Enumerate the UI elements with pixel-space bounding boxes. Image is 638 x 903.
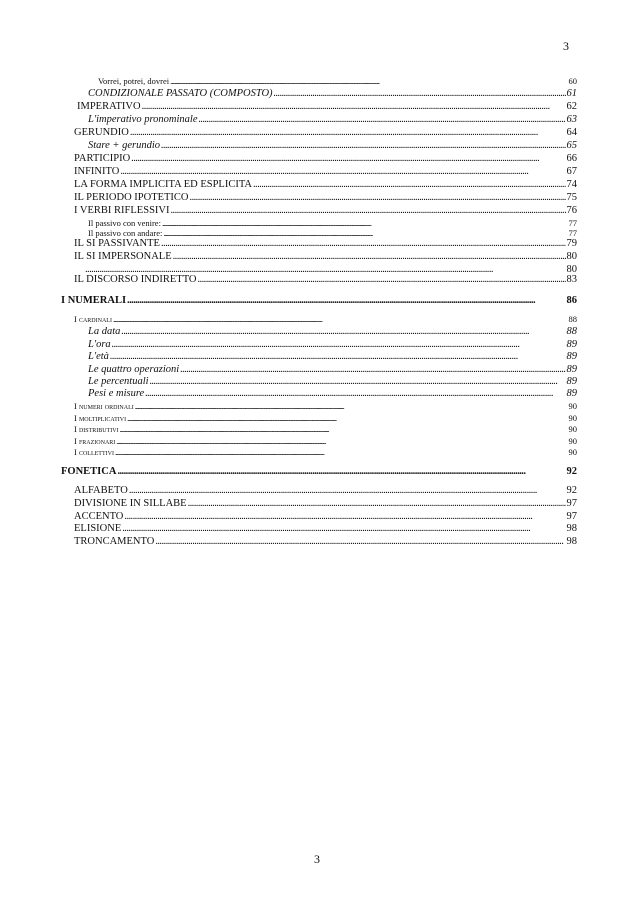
- toc-entry-label: DIVISIONE IN SILLABE: [74, 498, 187, 509]
- toc-entry-page-number: 63: [566, 114, 577, 125]
- toc-entry-label: ACCENTO: [74, 511, 124, 522]
- toc-entry[interactable]: [74, 485, 577, 497]
- dot-leader: [121, 326, 565, 338]
- toc-entry[interactable]: [88, 364, 577, 376]
- toc-entry-page-number: 89: [566, 351, 577, 362]
- dot-leader: [170, 205, 565, 217]
- toc-entry-page-number: 75: [566, 192, 577, 203]
- toc-entry-page-number: 98: [566, 523, 577, 534]
- dot-leader: [150, 376, 566, 388]
- toc-entry-page-number: 62: [566, 101, 577, 112]
- dot-leader: [129, 485, 566, 497]
- toc-entry-label: I collettivi: [74, 447, 114, 457]
- toc-entry-label: INFINITO: [74, 166, 120, 177]
- toc-entry-label: I numeri ordinali: [74, 401, 134, 411]
- toc-entry-page-number: 88: [566, 326, 577, 337]
- toc-entry-label: GERUNDIO: [74, 127, 129, 138]
- toc-entry-label: PARTICIPIO: [74, 153, 131, 164]
- toc-entry-page-number: 90: [568, 413, 577, 423]
- dot-leader: [115, 446, 568, 458]
- toc-entry[interactable]: [88, 351, 577, 363]
- toc-entry[interactable]: [74, 423, 577, 435]
- toc-entry-page-number: 79: [566, 238, 577, 249]
- toc-entry[interactable]: [74, 179, 577, 191]
- toc-entry-label: I distributivi: [74, 424, 119, 434]
- dot-leader: [112, 339, 566, 351]
- toc-entry-label: L'età: [88, 351, 109, 362]
- dot-leader: [110, 351, 566, 363]
- dot-leader: [274, 88, 566, 100]
- toc-entry[interactable]: [88, 388, 577, 400]
- toc-entry-label: La data: [88, 326, 121, 337]
- toc-entry-page-number: 86: [566, 295, 577, 306]
- toc-entry[interactable]: [77, 101, 577, 113]
- dot-leader: [180, 364, 565, 376]
- toc-entry-label: IL DISCORSO INDIRETTO: [74, 274, 197, 285]
- toc-entry-page-number: 67: [566, 166, 577, 177]
- toc-entry-page-number: 66: [566, 153, 577, 164]
- dot-leader: [120, 166, 565, 178]
- toc-entry-label: L'ora: [88, 339, 111, 350]
- toc-entry[interactable]: [98, 75, 577, 87]
- dot-leader: [145, 388, 565, 400]
- dot-leader: [198, 114, 565, 126]
- dot-leader: [117, 466, 565, 478]
- toc-entry-page-number: 77: [568, 218, 577, 228]
- toc-entry[interactable]: [74, 251, 577, 263]
- toc-entry-page-number: 98: [566, 536, 577, 547]
- toc-entry-label: Stare + gerundio: [88, 140, 161, 151]
- toc-entry-page-number: 80: [566, 264, 577, 275]
- toc-entry-page-number: 64: [566, 127, 577, 138]
- toc-entry-label: CONDIZIONALE PASSATO (COMPOSTO): [88, 88, 273, 99]
- toc-entry-page-number: 89: [566, 388, 577, 399]
- dot-leader: [188, 498, 566, 510]
- dot-leader: [253, 179, 566, 191]
- toc-entry-label: FONETICA: [61, 466, 117, 477]
- toc-entry-label: TRONCAMENTO: [74, 536, 155, 547]
- toc-entry[interactable]: [74, 498, 577, 510]
- toc-entry-page-number: 90: [568, 401, 577, 411]
- toc-entry-page-number: 92: [566, 466, 577, 477]
- toc-entry[interactable]: [74, 205, 577, 217]
- toc-entry-label: I NUMERALI: [61, 295, 127, 306]
- toc-entry-label: Il passivo con andare:: [88, 228, 163, 238]
- toc-entry[interactable]: [61, 466, 577, 478]
- toc-entry-page-number: 76: [566, 205, 577, 216]
- toc-entry-label: ALFABETO: [74, 485, 128, 496]
- dot-leader: [142, 101, 566, 113]
- dot-leader: [131, 153, 565, 165]
- dot-leader: [113, 313, 568, 325]
- toc-entry-label: I VERBI RIFLESSIVI: [74, 205, 170, 216]
- toc-entry-label: IL SI IMPERSONALE: [74, 251, 172, 262]
- toc-entry-page-number: 89: [566, 364, 577, 375]
- toc-entry-page-number: 60: [568, 76, 577, 86]
- toc-entry-label: Il passivo con venire:: [88, 218, 161, 228]
- toc-entry[interactable]: [74, 400, 577, 412]
- dot-leader: [190, 192, 566, 204]
- dot-leader: [120, 423, 568, 435]
- toc-entry[interactable]: [74, 274, 577, 286]
- dot-leader: [155, 536, 565, 548]
- dot-leader: [127, 295, 565, 307]
- toc-entry-page-number: 61: [566, 88, 577, 99]
- dot-leader: [135, 400, 568, 412]
- toc-entry-page-number: 83: [566, 274, 577, 285]
- toc-entry-label: Le percentuali: [88, 376, 149, 387]
- toc-entry[interactable]: [74, 238, 577, 250]
- toc-entry-label: I frazionari: [74, 436, 116, 446]
- toc-entry-page-number: 97: [566, 498, 577, 509]
- toc-entry-label: L'imperativo pronominale: [88, 114, 198, 125]
- header-page-number: 3: [563, 39, 569, 53]
- toc-entry-page-number: 97: [566, 511, 577, 522]
- dot-leader: [161, 238, 566, 250]
- toc-entry[interactable]: [74, 536, 577, 548]
- toc-entry-page-number: 89: [566, 376, 577, 387]
- toc-entry-page-number: 92: [566, 485, 577, 496]
- dot-leader: [161, 140, 565, 152]
- toc-entry[interactable]: [74, 446, 577, 458]
- toc-entry-label: I moltiplicativi: [74, 413, 127, 423]
- toc-entry-page-number: 77: [568, 228, 577, 238]
- dot-leader: [198, 274, 566, 286]
- toc-entry[interactable]: [88, 376, 577, 388]
- toc-entry-label: I cardinali: [74, 314, 112, 324]
- toc-entry[interactable]: [74, 192, 577, 204]
- toc-entry[interactable]: [88, 140, 577, 152]
- toc-entry-label: ELISIONE: [74, 523, 122, 534]
- toc-entry[interactable]: [74, 523, 577, 535]
- toc-entry-page-number: 90: [568, 436, 577, 446]
- toc-entry-page-number: 65: [566, 140, 577, 151]
- toc-entry-page-number: 74: [566, 179, 577, 190]
- toc-entry-page-number: 89: [566, 339, 577, 350]
- toc-entry-page-number: 80: [566, 251, 577, 262]
- toc-entry[interactable]: [74, 166, 577, 178]
- toc-entry-page-number: 88: [568, 314, 577, 324]
- footer-page-number: 3: [314, 852, 320, 866]
- toc-entry-label: IL PERIODO IPOTETICO: [74, 192, 189, 203]
- dot-leader: [124, 511, 565, 523]
- dot-leader: [173, 251, 566, 263]
- toc-entry[interactable]: [74, 313, 577, 325]
- toc-entry-label: LA FORMA IMPLICITA ED ESPLICITA: [74, 179, 252, 190]
- dot-leader: [122, 523, 565, 535]
- dot-leader: [130, 127, 566, 139]
- toc-entry[interactable]: [61, 295, 577, 307]
- toc-entry-page-number: 90: [568, 447, 577, 457]
- toc-entry[interactable]: [74, 153, 577, 165]
- toc-entry[interactable]: [74, 511, 577, 523]
- toc-entry-label: Pesi e misure: [88, 388, 145, 399]
- toc-entry[interactable]: [88, 326, 577, 338]
- toc-entry-label: Vorrei, potrei, dovrei: [98, 76, 170, 86]
- toc-entry-label: IMPERATIVO: [77, 101, 141, 112]
- toc-entry[interactable]: [88, 88, 577, 100]
- toc-entry[interactable]: [88, 339, 577, 351]
- toc-entry[interactable]: [88, 114, 577, 126]
- toc-entry-label: Le quattro operazioni: [88, 364, 180, 375]
- toc-entry-label: IL SI PASSIVANTE: [74, 238, 160, 249]
- toc-entry-page-number: 90: [568, 424, 577, 434]
- dot-leader: [170, 75, 567, 87]
- toc-entry[interactable]: [74, 127, 577, 139]
